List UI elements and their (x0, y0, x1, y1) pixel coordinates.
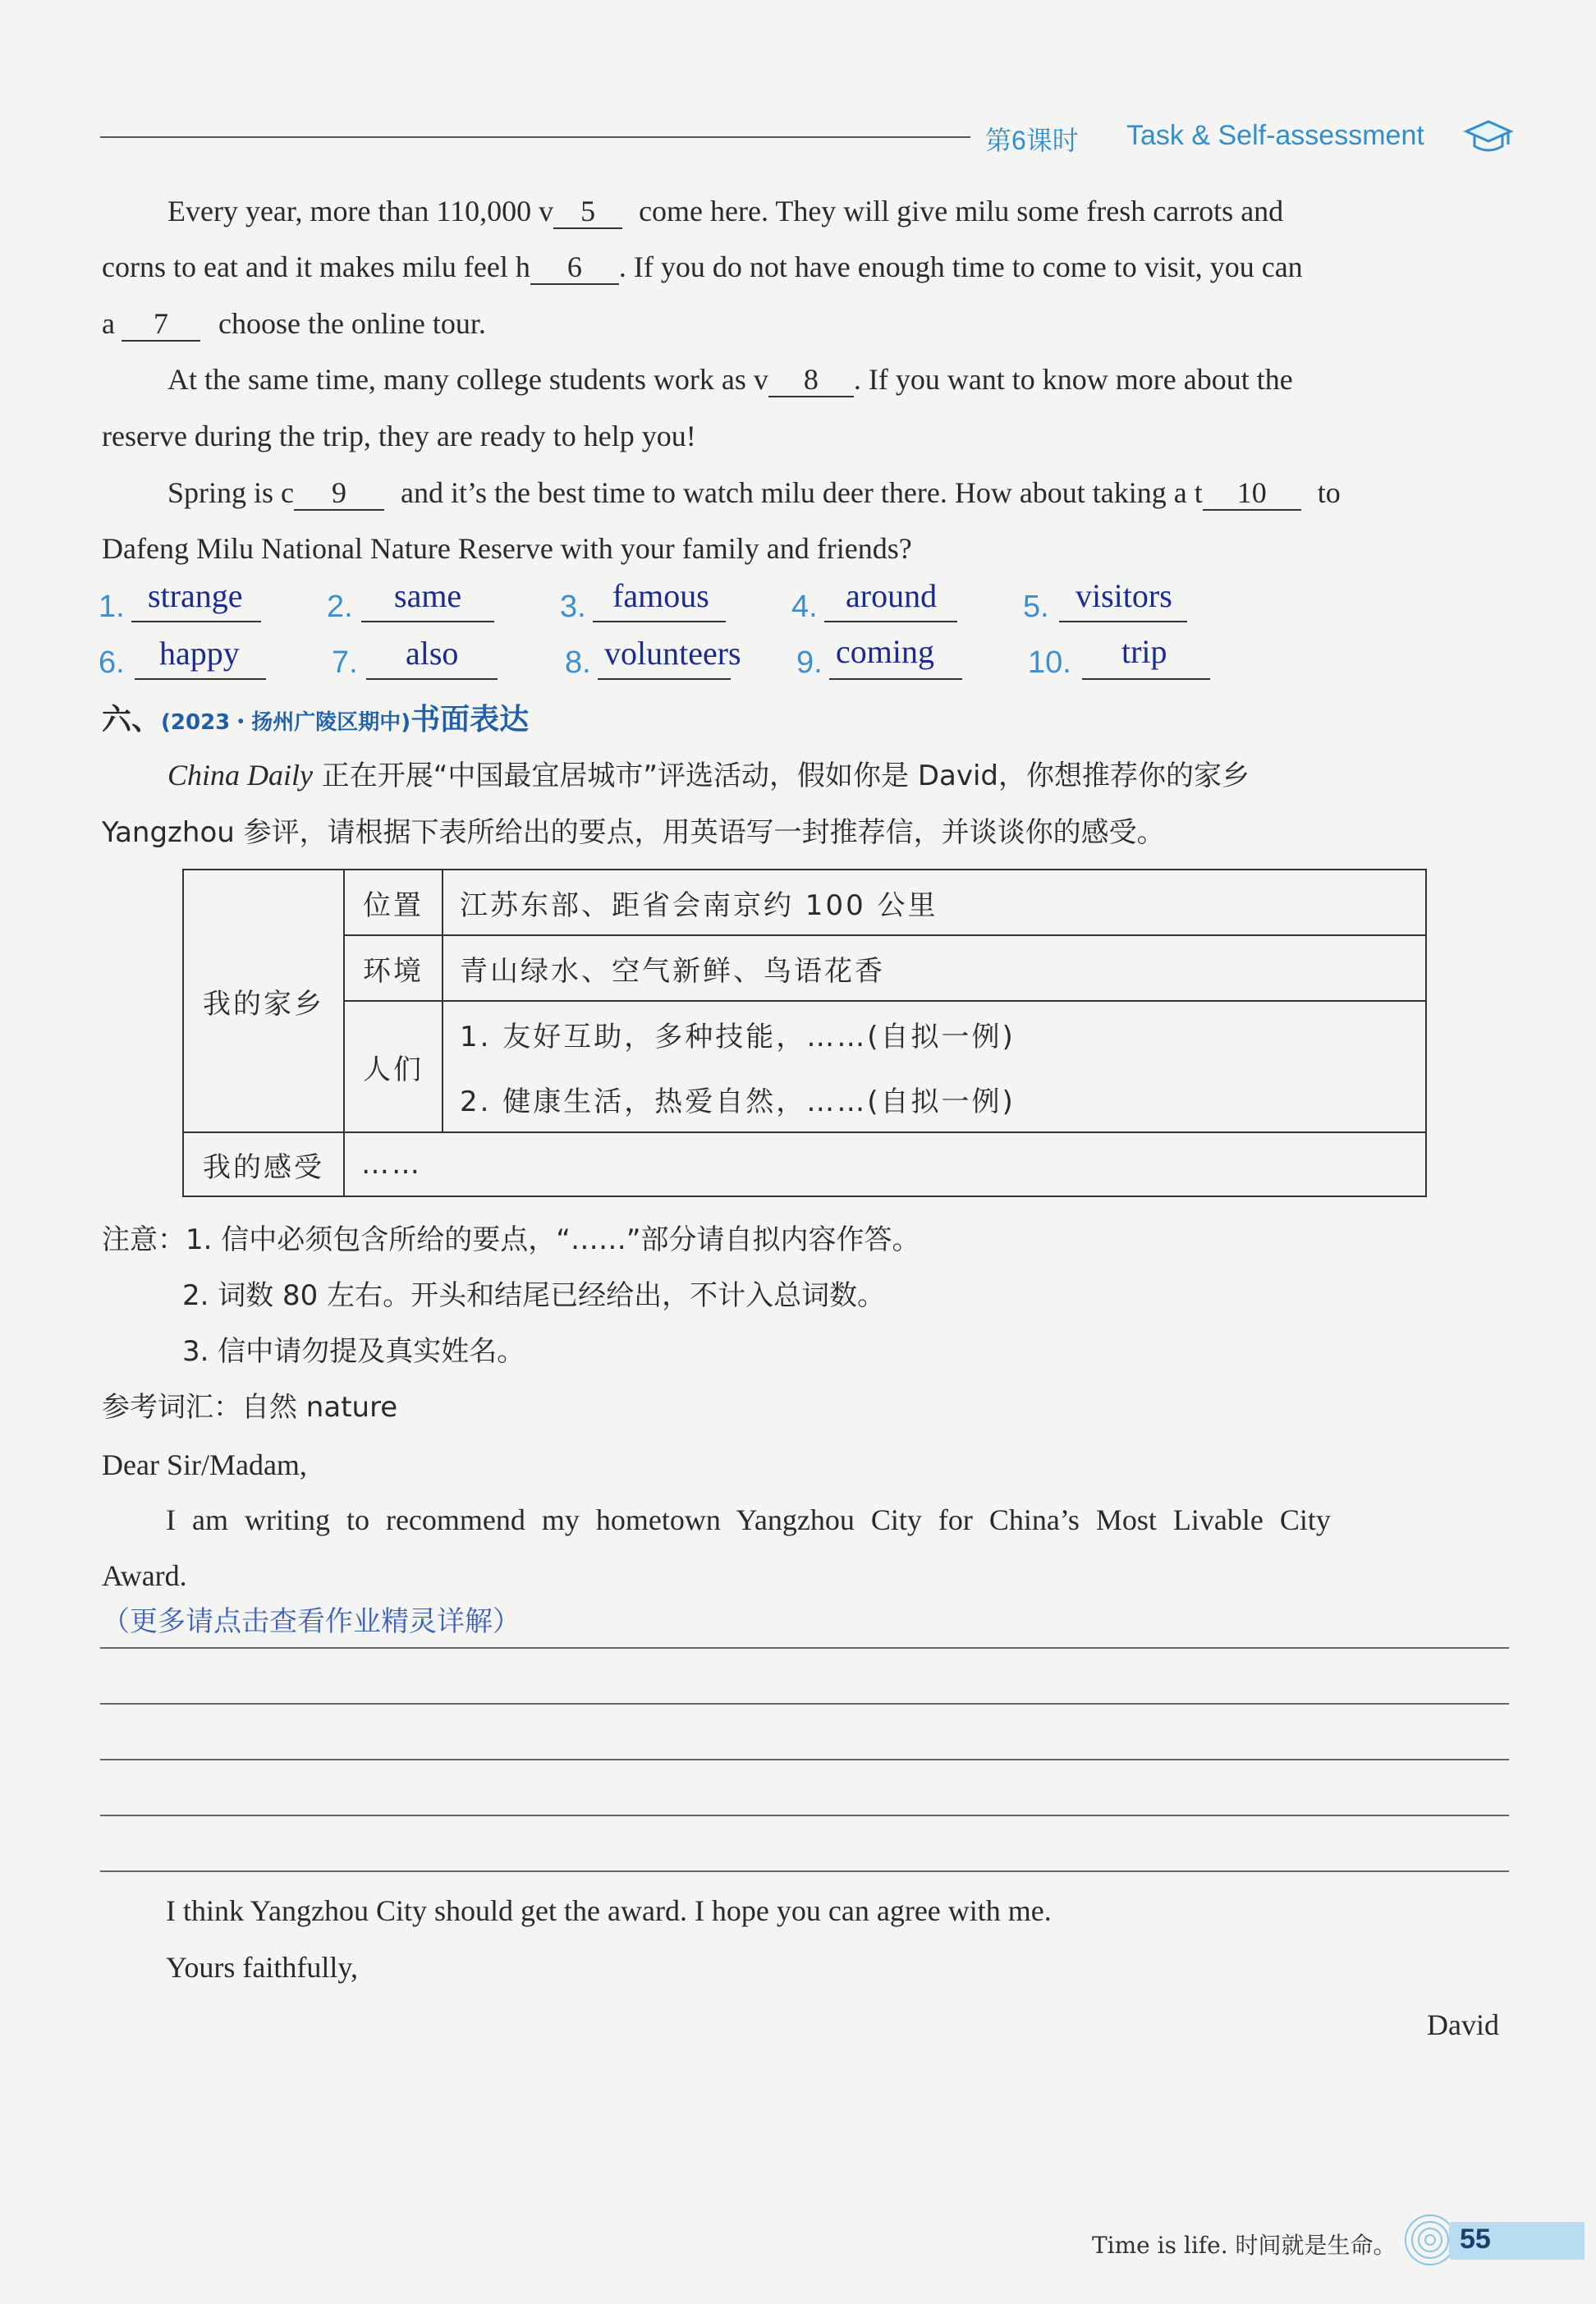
answer-coming: coming (836, 633, 934, 670)
answer-number: 5. (1023, 590, 1049, 624)
note-1: 注意：1. 信中必须包含所给的要点，“……”部分请自拟内容作答。 (102, 1223, 920, 1256)
answer-same: same (394, 577, 462, 614)
passage-line (167, 195, 1283, 229)
writing-line[interactable] (100, 1759, 1509, 1760)
section-source: (2023・扬州广陵区期中) (161, 710, 411, 735)
table-value-people-2: 2. 健康生活，热爱自然，……(自拟一例) (443, 1067, 1426, 1132)
footer-motto: Time is life. 时间就是生命。 (1092, 2232, 1396, 2259)
answer-number: 3. (560, 590, 586, 624)
writing-line[interactable] (100, 1703, 1509, 1705)
blank-6: 6 (530, 250, 619, 285)
letter-opening: I am writing to recommend my hometown Yangzhou City for China’s Most Livable City (166, 1503, 1331, 1536)
answer-number: 7. (332, 645, 358, 680)
answer-happy: happy (159, 635, 240, 672)
passage-text: Spring is c (167, 476, 295, 509)
answer-underline (598, 678, 731, 680)
blank-9: 9 (294, 476, 384, 511)
passage-text: a (102, 307, 115, 340)
blank-10: 10 (1203, 476, 1301, 511)
answer-underline (135, 678, 266, 680)
newspaper-name: China Daily (167, 759, 313, 792)
letter-salutation: Dear Sir/Madam, (102, 1448, 307, 1481)
answer-volunteers: volunteers (604, 635, 741, 672)
answer-also: also (406, 635, 459, 672)
table-value-environment: 青山绿水、空气新鲜、鸟语花香 (443, 935, 1426, 1001)
letter-signature: David (1427, 2008, 1499, 2041)
blank-7: 7 (122, 307, 200, 342)
answer-number: 10. (1028, 645, 1071, 680)
passage-text: come here. They will give milu some fresh carrots and (639, 195, 1284, 227)
passage-text: to (1317, 476, 1341, 509)
answer-number: 1. (99, 590, 125, 624)
table-label-people: 人们 (344, 1001, 443, 1132)
answer-underline (593, 621, 726, 622)
answer-number: 4. (791, 590, 818, 624)
section-6-header (102, 704, 529, 739)
note-3: 3. 信中请勿提及真实姓名。 (182, 1335, 525, 1368)
answer-underline (824, 621, 957, 622)
writing-line[interactable] (100, 1815, 1509, 1816)
answer-around: around (846, 577, 938, 614)
table-group-feelings: 我的感受 (183, 1132, 344, 1196)
writing-line[interactable] (100, 1870, 1509, 1872)
passage-line (167, 476, 1341, 511)
table-label-environment: 环境 (344, 935, 443, 1001)
answer-underline (361, 621, 494, 622)
lesson-label: 第6课时 (985, 126, 1079, 155)
more-details-link[interactable]: （更多请点击查看作业精灵详解） (102, 1605, 521, 1638)
note-2: 2. 词数 80 左右。开头和结尾已经给出，不计入总词数。 (182, 1279, 886, 1312)
passage-line: reserve during the trip, they are ready to help you! (102, 420, 696, 452)
answer-strange: strange (148, 577, 243, 614)
table-value-feelings: …… (344, 1132, 1426, 1196)
writing-points-table (182, 869, 1427, 1197)
graduation-cap-icon (1463, 117, 1514, 158)
section-title: Task & Self-assessment (1126, 120, 1424, 151)
task-intro-line (167, 759, 1250, 792)
passage-text: corns to eat and it makes milu feel h (102, 250, 530, 283)
answer-famous: famous (612, 577, 709, 614)
answer-number: 6. (99, 645, 125, 680)
section-number: 六、 (102, 703, 162, 737)
passage-line (102, 250, 1303, 285)
blank-8: 8 (768, 363, 854, 397)
letter-opening: Award. (102, 1559, 187, 1592)
table-value-location: 江苏东部、距省会南京约 100 公里 (443, 870, 1426, 935)
blank-5: 5 (553, 195, 622, 229)
answer-underline (829, 678, 962, 680)
section-title: 书面表达 (410, 703, 530, 737)
passage-line: Dafeng Milu National Nature Reserve with your family and friends? (102, 532, 912, 565)
passage-text: At the same time, many college students work as v (167, 363, 768, 396)
answer-number: 9. (796, 645, 823, 680)
answer-underline (1059, 621, 1187, 622)
answer-trip: trip (1121, 633, 1167, 670)
writing-line[interactable] (100, 1647, 1509, 1649)
answer-visitors: visitors (1075, 577, 1172, 614)
answer-underline (366, 678, 498, 680)
passage-text: choose the online tour. (218, 307, 486, 340)
passage-line (167, 363, 1293, 397)
page-number: 55 (1460, 2224, 1491, 2255)
passage-text: Every year, more than 110,000 v (167, 195, 554, 227)
answer-number: 8. (565, 645, 591, 680)
letter-closing: I think Yangzhou City should get the award. I hope you can agree with me. (166, 1894, 1052, 1927)
answer-underline (131, 621, 261, 622)
passage-text: . If you do not have enough time to come to visit, you can (618, 250, 1303, 283)
task-intro-line: Yangzhou 参评，请根据下表所给出的要点，用英语写一封推荐信，并谈谈你的感受。 (102, 816, 1165, 849)
table-label-location: 位置 (344, 870, 443, 935)
passage-text: and it’s the best time to watch milu deer there. How about taking a t (401, 476, 1203, 509)
task-intro-text: 正在开展“中国最宜居城市”评选活动，假如你是 David，你想推荐你的家乡 (313, 760, 1250, 792)
passage-text: . If you want to know more about the (853, 363, 1293, 396)
answer-underline (1082, 678, 1210, 680)
vocab-hint: 参考词汇：自然 nature (102, 1391, 398, 1424)
table-group-hometown: 我的家乡 (183, 870, 344, 1132)
header-rule (100, 136, 970, 138)
table-value-people-1: 1. 友好互助，多种技能，……(自拟一例) (443, 1001, 1426, 1067)
answer-number: 2. (327, 590, 353, 624)
letter-signoff: Yours faithfully, (166, 1951, 359, 1984)
passage-line (102, 307, 486, 342)
